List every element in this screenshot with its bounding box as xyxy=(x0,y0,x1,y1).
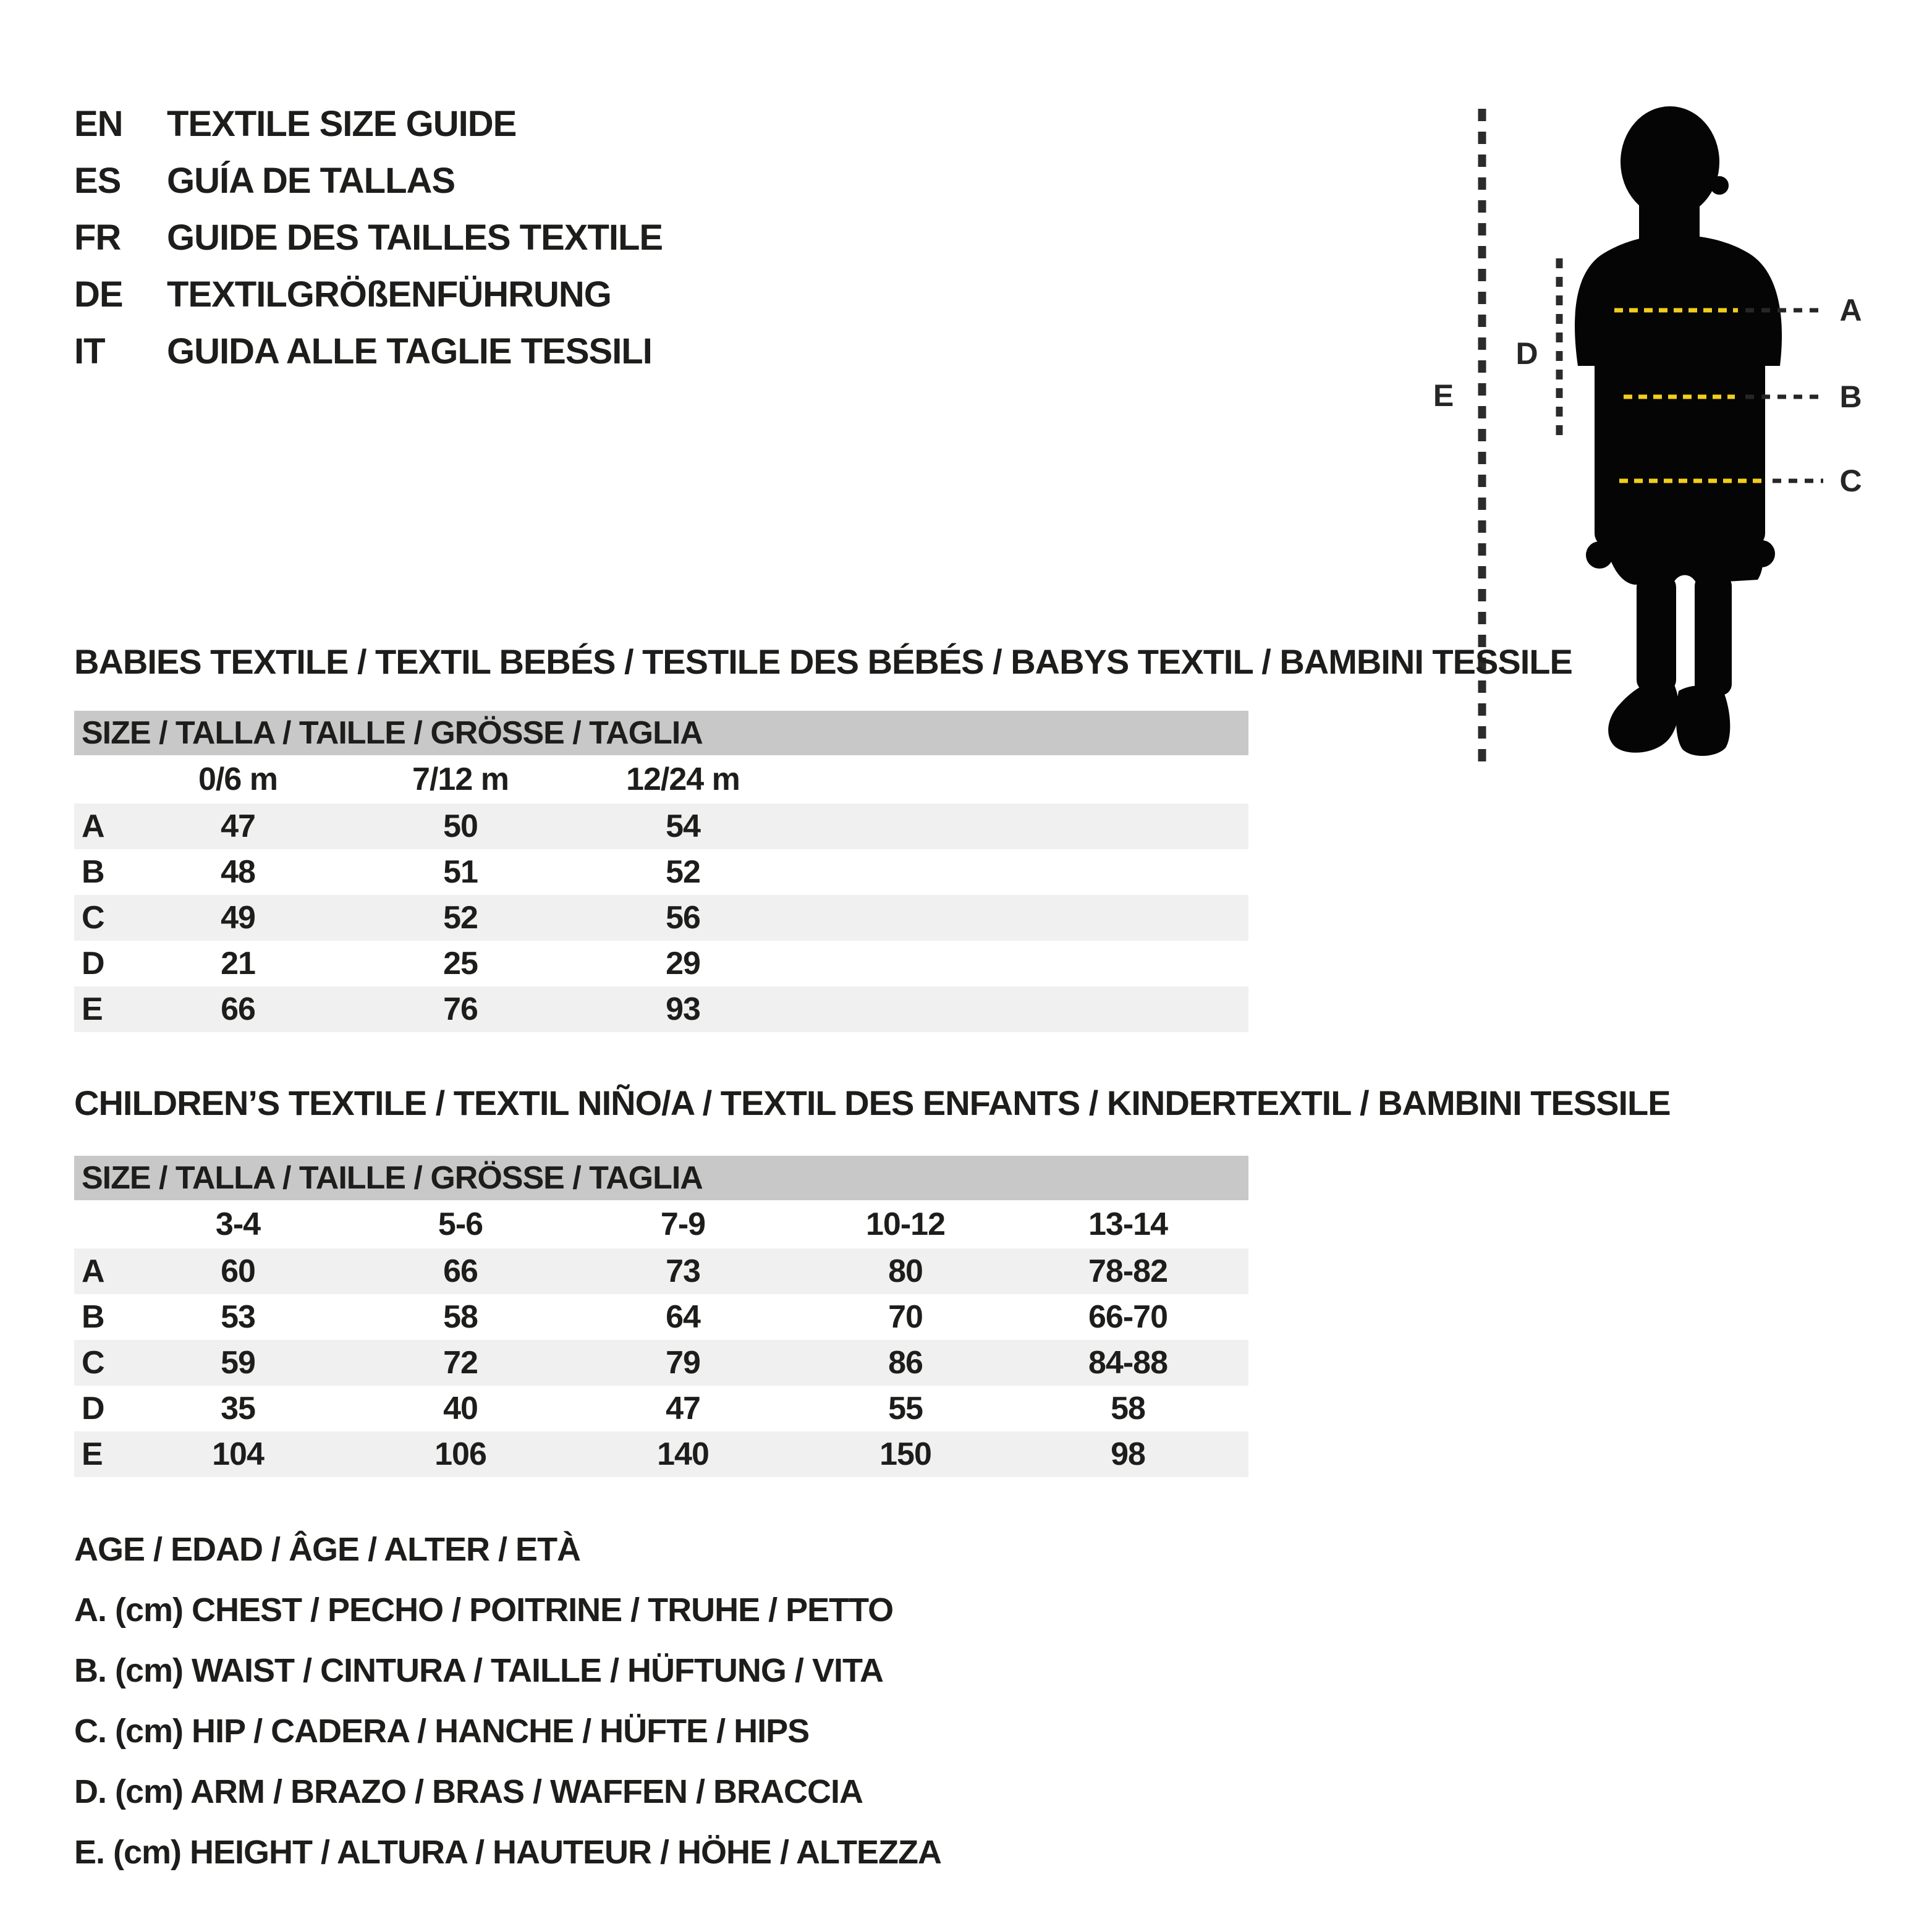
table-cell: 21 xyxy=(221,946,255,981)
lang-row-es xyxy=(74,152,663,209)
lang-title: GUÍA DE TALLAS xyxy=(167,160,455,201)
row-label: C xyxy=(82,1345,104,1381)
legend-line-waist: B. (cm) WAIST / CINTURA / TAILLE / HÜFTUNG / VITA xyxy=(74,1652,883,1689)
table-cell: 66 xyxy=(221,991,255,1027)
child-silhouette-diagram xyxy=(1409,74,1932,803)
figure-label-b: B xyxy=(1839,379,1862,414)
table-cell: 52 xyxy=(666,854,700,890)
column-header: 0/6 m xyxy=(198,761,278,797)
table-cell: 98 xyxy=(1111,1436,1145,1472)
legend-line-chest: A. (cm) CHEST / PECHO / POITRINE / TRUHE / PETTO xyxy=(74,1591,894,1629)
table-row xyxy=(74,803,1248,849)
row-label: D xyxy=(82,1391,104,1426)
legend-line-age: AGE / EDAD / ÂGE / ALTER / ETÀ xyxy=(74,1531,581,1568)
column-header: 13-14 xyxy=(1088,1206,1167,1242)
table-row xyxy=(74,1248,1248,1294)
language-header xyxy=(74,95,663,379)
table-cell: 49 xyxy=(221,900,255,936)
column-header: 7/12 m xyxy=(412,761,509,797)
table-row xyxy=(74,849,1248,895)
measurement-legend xyxy=(74,1519,941,1883)
figure-label-c: C xyxy=(1839,464,1862,498)
row-label: E xyxy=(82,1436,103,1472)
table-cell: 40 xyxy=(443,1391,478,1426)
shorts xyxy=(1603,525,1763,585)
right-shoe xyxy=(1676,685,1730,756)
table-cell: 29 xyxy=(666,946,700,981)
table-row xyxy=(74,986,1248,1032)
table-cell: 79 xyxy=(666,1345,700,1381)
table-cell: 58 xyxy=(443,1299,478,1335)
table-cell: 47 xyxy=(221,808,255,844)
babies-section-title: BABIES TEXTILE / TEXTIL BEBÉS / TESTILE DES BÉBÉS / BABYS TEXTIL / BAMBINI TESSILE xyxy=(74,642,1572,681)
lang-row-en xyxy=(74,95,663,152)
figure-label-d: D xyxy=(1515,336,1538,371)
column-header: 7-9 xyxy=(660,1206,706,1242)
table-cell: 50 xyxy=(443,808,478,844)
table-row xyxy=(74,941,1248,986)
lang-row-de xyxy=(74,266,663,323)
column-header: 12/24 m xyxy=(626,761,740,797)
table-cell: 56 xyxy=(666,900,700,936)
row-label: B xyxy=(82,854,104,890)
table-cell: 86 xyxy=(888,1345,923,1381)
table-row xyxy=(74,1386,1248,1431)
table-cell: 140 xyxy=(657,1436,709,1472)
table-cell: 48 xyxy=(221,854,255,890)
lang-title: GUIDA ALLE TAGLIE TESSILI xyxy=(167,331,652,371)
table-row xyxy=(74,1431,1248,1477)
row-label: B xyxy=(82,1299,104,1335)
table-cell: 35 xyxy=(221,1391,255,1426)
legend-line-arm: D. (cm) ARM / BRAZO / BRAS / WAFFEN / BRACCIA xyxy=(74,1773,863,1810)
table-cell: 58 xyxy=(1111,1391,1145,1426)
children-column-header-row xyxy=(74,1200,1248,1248)
table-cell: 84-88 xyxy=(1088,1345,1167,1381)
row-label: E xyxy=(82,991,103,1027)
table-cell: 76 xyxy=(443,991,478,1027)
child-silhouette xyxy=(1575,106,1782,756)
children-table-body xyxy=(74,1248,1248,1477)
row-label: A xyxy=(82,1253,104,1289)
legend-line-height: E. (cm) HEIGHT / ALTURA / HAUTEUR / HÖHE / ALTEZZA xyxy=(74,1834,941,1871)
table-cell: 80 xyxy=(888,1253,923,1289)
row-label: D xyxy=(82,946,104,981)
table-cell: 106 xyxy=(434,1436,486,1472)
table-cell: 51 xyxy=(443,854,478,890)
lang-title: TEXTILGRÖßENFÜHRUNG xyxy=(167,274,611,315)
table-cell: 66 xyxy=(443,1253,478,1289)
table-row xyxy=(74,895,1248,941)
table-cell: 47 xyxy=(666,1391,700,1426)
table-cell: 64 xyxy=(666,1299,700,1335)
table-cell: 73 xyxy=(666,1253,700,1289)
table-cell: 25 xyxy=(443,946,478,981)
table-cell: 60 xyxy=(221,1253,255,1289)
legend-line-hip: C. (cm) HIP / CADERA / HANCHE / HÜFTE / HIPS xyxy=(74,1713,810,1750)
row-label: C xyxy=(82,900,104,936)
size-header-band: SIZE / TALLA / TAILLE / GRÖSSE / TAGLIA xyxy=(74,1156,1248,1200)
table-cell: 54 xyxy=(666,808,700,844)
left-leg xyxy=(1637,575,1676,692)
lang-code: FR xyxy=(74,217,121,258)
children-size-table xyxy=(74,1156,1248,1477)
table-cell: 72 xyxy=(443,1345,478,1381)
lang-row-fr xyxy=(74,209,663,266)
lang-title: TEXTILE SIZE GUIDE xyxy=(167,103,517,144)
table-cell: 104 xyxy=(212,1436,264,1472)
table-cell: 52 xyxy=(443,900,478,936)
babies-size-table xyxy=(74,711,1248,1032)
table-cell: 93 xyxy=(666,991,700,1027)
lang-code: EN xyxy=(74,103,123,144)
table-cell: 55 xyxy=(888,1391,923,1426)
table-cell: 66-70 xyxy=(1088,1299,1167,1335)
table-row xyxy=(74,1294,1248,1340)
size-header-band: SIZE / TALLA / TAILLE / GRÖSSE / TAGLIA xyxy=(74,711,1248,755)
babies-column-header-row xyxy=(74,755,1248,803)
children-section-title: CHILDREN’S TEXTILE / TEXTIL NIÑO/A / TEXTIL DES ENFANTS / KINDERTEXTIL / BAMBINI TESSILE xyxy=(74,1083,1671,1122)
figure-label-e: E xyxy=(1433,378,1454,413)
table-cell: 78-82 xyxy=(1088,1253,1167,1289)
table-cell: 53 xyxy=(221,1299,255,1335)
lang-code: IT xyxy=(74,331,105,371)
column-header: 10-12 xyxy=(866,1206,945,1242)
row-label: A xyxy=(82,808,104,844)
table-cell: 70 xyxy=(888,1299,923,1335)
table-cell: 59 xyxy=(221,1345,255,1381)
lang-code: DE xyxy=(74,274,123,315)
lang-title: GUIDE DES TAILLES TEXTILE xyxy=(167,217,663,258)
right-leg xyxy=(1695,575,1732,695)
left-shoe xyxy=(1608,679,1679,752)
lang-row-it xyxy=(74,323,663,379)
ear-icon xyxy=(1710,176,1729,195)
figure-label-a: A xyxy=(1839,293,1862,328)
table-cell: 150 xyxy=(879,1436,931,1472)
lang-code: ES xyxy=(74,160,121,201)
column-header: 5-6 xyxy=(438,1206,483,1242)
table-row xyxy=(74,1340,1248,1386)
babies-table-body xyxy=(74,803,1248,1032)
column-header: 3-4 xyxy=(215,1206,261,1242)
